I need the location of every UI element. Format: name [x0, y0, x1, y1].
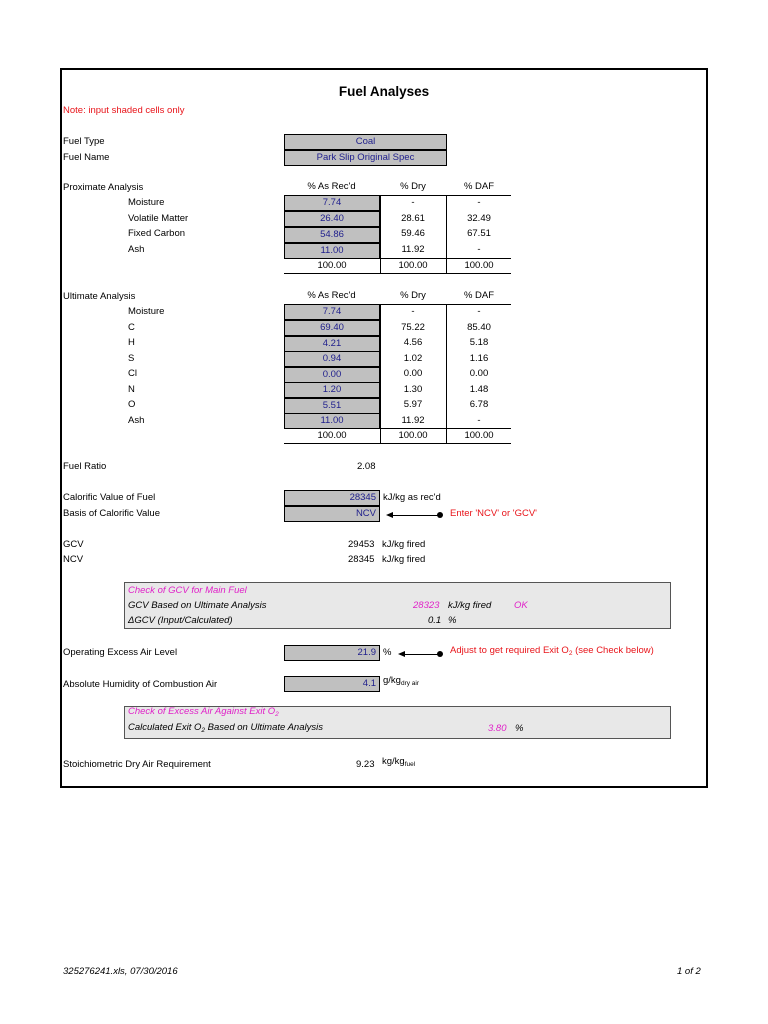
check-gcv-row2-label: [128, 615, 233, 627]
humidity-unit-text: g/kg: [383, 675, 401, 686]
gcv-label: GCV: [63, 539, 84, 550]
humidity-unit: [383, 675, 419, 690]
table-rule: [284, 195, 511, 196]
ultimate-dry-cell: -: [411, 306, 415, 317]
ultimate-total-asrec: 100.00: [317, 430, 347, 441]
fuel-name-label: Fuel Name: [63, 152, 110, 163]
ultimate-daf-cell: 6.78: [469, 399, 489, 410]
footer-filename: 325276241.xls, 07/30/2016: [63, 966, 178, 977]
check-gcv-status: OK: [514, 600, 528, 611]
proximate-label: Proximate Analysis: [63, 182, 144, 193]
stoich-unit-sub: fuel: [404, 761, 416, 768]
proximate-total-dry: 100.00: [398, 260, 428, 271]
ultimate-daf-cell: -: [477, 415, 481, 426]
stoich-unit-text: kg/kg: [382, 756, 405, 767]
ultimate-row-name: Ash: [128, 415, 145, 426]
check-gcv-row2-text: GCV (Input/Calculated): [134, 615, 233, 626]
ultimate-dry-cell: 1.02: [403, 353, 423, 364]
ultimate-daf-cell: 1.48: [469, 384, 489, 395]
stoich-value: 9.23: [356, 759, 375, 770]
fuel-ratio-value: 2.08: [357, 461, 376, 472]
proximate-header-daf: % DAF: [463, 181, 495, 192]
proximate-row-name: Fixed Carbon: [128, 228, 186, 239]
calorific-label: Calorific Value of Fuel: [63, 492, 156, 503]
delta-symbol: Δ: [128, 615, 135, 626]
check-o2-title: [128, 706, 279, 721]
proximate-fixed-carbon-input[interactable]: 54.86: [284, 227, 380, 243]
ultimate-row-name: C: [128, 322, 135, 333]
ultimate-cl-input[interactable]: 0.00: [284, 367, 380, 383]
excess-air-note-sub: 2: [568, 650, 573, 657]
proximate-volatile-input[interactable]: 26.40: [284, 211, 380, 227]
ultimate-dry-cell: 0.00: [403, 368, 423, 379]
ncv-label: NCV: [63, 554, 84, 565]
proximate-ash-input[interactable]: 11.00: [284, 243, 380, 259]
ultimate-dry-cell: 11.92: [401, 415, 425, 426]
humidity-input[interactable]: 4.1: [284, 676, 380, 692]
ncv-value: 28345: [348, 554, 375, 565]
proximate-header-dry: % Dry: [400, 181, 426, 192]
ultimate-n-input[interactable]: 1.20: [284, 382, 380, 398]
table-divider: [380, 304, 381, 443]
ultimate-ash-input[interactable]: 11.00: [284, 413, 380, 429]
table-rule: [284, 304, 511, 305]
proximate-daf-cell: -: [477, 244, 481, 255]
ultimate-row-name: Cl: [128, 368, 137, 379]
ultimate-daf-cell: 5.18: [469, 337, 489, 348]
check-gcv-row1-value: 28323: [413, 600, 440, 611]
ultimate-row-name: O: [128, 399, 136, 410]
ultimate-moisture-input[interactable]: 7.74: [284, 304, 380, 320]
ultimate-s-input[interactable]: 0.94: [284, 351, 380, 367]
excess-air-note-text: Adjust to get required Exit O: [450, 645, 569, 656]
ultimate-dry-cell: 5.97: [403, 399, 423, 410]
check-gcv-row1-label: GCV Based on Ultimate Analysis: [128, 600, 267, 611]
check-o2-title-sub: 2: [275, 711, 279, 718]
ultimate-total-daf: 100.00: [464, 430, 494, 441]
ultimate-daf-cell: 85.40: [467, 322, 491, 333]
stoich-label: Stoichiometric Dry Air Requirement: [63, 759, 211, 770]
check-o2-row-sub: 2: [201, 727, 206, 734]
proximate-dry-cell: -: [411, 197, 415, 208]
ultimate-header-asrec: % As Rec'd: [307, 290, 356, 301]
ultimate-dry-cell: 1.30: [403, 384, 423, 395]
footer-page-number: 1 of 2: [677, 966, 701, 977]
dot-icon: [437, 651, 443, 657]
proximate-total-asrec: 100.00: [317, 260, 347, 271]
fuel-ratio-label: Fuel Ratio: [63, 461, 107, 472]
excess-air-label: Operating Excess Air Level: [63, 647, 178, 658]
proximate-moisture-input[interactable]: 7.74: [284, 195, 380, 211]
fuel-type-input[interactable]: Coal: [284, 134, 447, 150]
ncv-unit: kJ/kg fired: [382, 554, 426, 565]
humidity-label: Absolute Humidity of Combustion Air: [63, 679, 218, 690]
ultimate-row-name: N: [128, 384, 135, 395]
gcv-value: 29453: [348, 539, 375, 550]
proximate-header-asrec: % As Rec'd: [307, 181, 356, 192]
ultimate-row-name: H: [128, 337, 135, 348]
basis-input[interactable]: NCV: [284, 506, 380, 522]
proximate-daf-cell: 32.49: [467, 213, 491, 224]
calorific-unit: kJ/kg as rec'd: [383, 492, 441, 503]
ultimate-c-input[interactable]: 69.40: [284, 320, 380, 336]
arrow-line: [404, 654, 439, 655]
check-o2-value: 3.80: [488, 723, 507, 734]
ultimate-daf-cell: 0.00: [469, 368, 489, 379]
dot-icon: [437, 512, 443, 518]
page-title: Fuel Analyses: [338, 84, 430, 99]
ultimate-row-name: Moisture: [128, 306, 165, 317]
check-o2-title-text: Check of Excess Air Against Exit O: [128, 706, 276, 717]
ultimate-header-daf: % DAF: [463, 290, 495, 301]
input-note: Note: input shaded cells only: [63, 105, 185, 116]
table-rule: [284, 443, 511, 444]
table-rule: [284, 273, 511, 274]
ultimate-row-name: S: [128, 353, 135, 364]
proximate-row-name: Moisture: [128, 197, 165, 208]
check-o2-row-text: Calculated Exit O: [128, 722, 202, 733]
ultimate-dry-cell: 4.56: [403, 337, 423, 348]
ultimate-label: Ultimate Analysis: [63, 291, 136, 302]
check-gcv-row2-value: 0.1: [428, 615, 442, 626]
basis-note: Enter 'NCV' or 'GCV': [450, 508, 537, 519]
ultimate-h-input[interactable]: 4.21: [284, 336, 380, 352]
table-divider: [446, 304, 447, 443]
proximate-daf-cell: 67.51: [467, 228, 491, 239]
ultimate-header-dry: % Dry: [400, 290, 426, 301]
arrow-line: [392, 515, 440, 516]
proximate-total-daf: 100.00: [464, 260, 494, 271]
humidity-unit-sub: dry air: [400, 680, 420, 687]
ultimate-dry-cell: 75.22: [401, 322, 425, 333]
fuel-type-label: Fuel Type: [63, 136, 105, 147]
check-o2-row-text2: Based on Ultimate Analysis: [205, 722, 323, 733]
excess-air-input[interactable]: 21.9: [284, 645, 380, 661]
check-o2-unit: %: [515, 723, 524, 734]
ultimate-o-input[interactable]: 5.51: [284, 398, 380, 414]
check-gcv-row2-unit: %: [448, 615, 457, 626]
excess-air-note-text2: (see Check below): [572, 645, 654, 656]
proximate-dry-cell: 59.46: [401, 228, 425, 239]
ultimate-total-dry: 100.00: [398, 430, 428, 441]
proximate-row-name: Volatile Matter: [128, 213, 189, 224]
stoich-unit: [382, 756, 415, 771]
ultimate-daf-cell: -: [477, 306, 481, 317]
ultimate-daf-cell: 1.16: [469, 353, 489, 364]
proximate-dry-cell: 28.61: [401, 213, 425, 224]
check-gcv-row1-unit: kJ/kg fired: [448, 600, 492, 611]
proximate-row-name: Ash: [128, 244, 145, 255]
check-o2-row-label: [128, 722, 323, 737]
calorific-input[interactable]: 28345: [284, 490, 380, 506]
excess-air-note: [450, 645, 654, 660]
check-gcv-title: Check of GCV for Main Fuel: [128, 585, 247, 596]
proximate-dry-cell: 11.92: [401, 244, 425, 255]
fuel-name-input[interactable]: Park Slip Original Spec: [284, 150, 447, 166]
basis-label: Basis of Calorific Value: [63, 508, 160, 519]
excess-air-unit: %: [383, 647, 392, 658]
proximate-daf-cell: -: [477, 197, 481, 208]
gcv-unit: kJ/kg fired: [382, 539, 426, 550]
